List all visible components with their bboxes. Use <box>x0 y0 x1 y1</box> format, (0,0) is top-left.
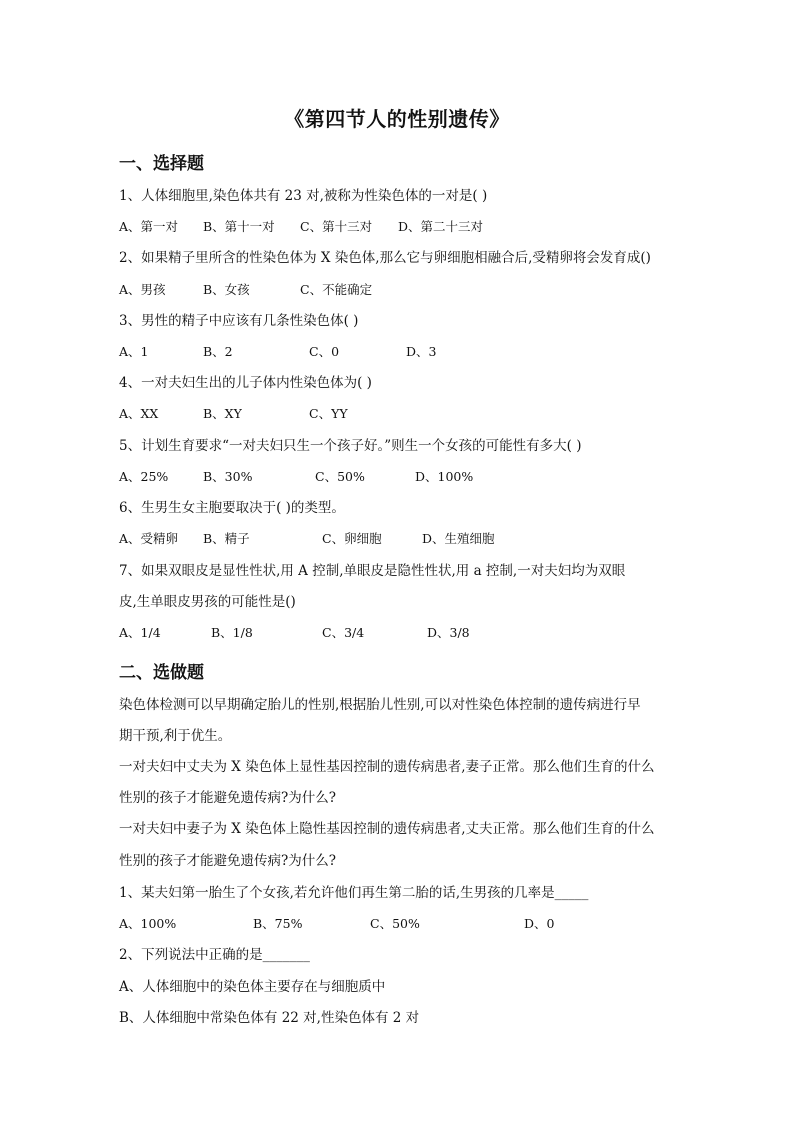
option-b: B、第十一对 <box>203 219 275 234</box>
section-heading-optional: 二、选做题 <box>119 663 204 683</box>
question-3: 3、男性的精子中应该有几条性染色体( ) <box>119 313 359 329</box>
optional-question-2: 2、下列说法中正确的是_______ <box>119 947 310 963</box>
paragraph-1-line-2: 期干预,利于优生。 <box>119 728 232 744</box>
question-1: 1、人体细胞里,染色体共有 23 对,被称为性染色体的一对是( ) <box>119 188 488 204</box>
option-a: A、1 <box>119 344 149 359</box>
section-heading-choice: 一、选择题 <box>119 154 204 174</box>
option-c: C、50% <box>370 916 420 931</box>
option-d: D、生殖细胞 <box>422 531 495 546</box>
option-d: D、0 <box>524 916 555 931</box>
question-6: 6、生男生女主胞要取决于( )的类型。 <box>119 500 345 516</box>
question-7-line-2: 皮,生单眼皮男孩的可能性是() <box>119 594 296 610</box>
option-b: B、女孩 <box>203 282 250 297</box>
optional-question-2-option-b: B、人体细胞中常染色体有 22 对,性染色体有 2 对 <box>119 1010 420 1026</box>
question-4: 4、一对夫妇生出的儿子体内性染色体为( ) <box>119 375 372 391</box>
option-a: A、100% <box>119 916 177 931</box>
paragraph-3-line-2: 性别的孩子才能避免遗传病?为什么? <box>119 853 336 869</box>
option-c: C、不能确定 <box>300 282 373 297</box>
option-c: C、0 <box>309 344 340 359</box>
option-b: B、30% <box>203 469 253 484</box>
option-a: A、受精卵 <box>119 531 179 546</box>
paragraph-3-line-1: 一对夫妇中妻子为 X 染色体上隐性基因控制的遗传病患者,丈夫正常。那么他们生育的什么 <box>119 821 655 837</box>
question-7-line-1: 7、如果双眼皮是显性性状,用 A 控制,单眼皮是隐性性状,用 a 控制,一对夫妇均为双眼 <box>119 563 626 579</box>
option-d: D、3 <box>406 344 437 359</box>
paragraph-1-line-1: 染色体检测可以早期确定胎儿的性别,根据胎儿性别,可以对性染色体控制的遗传病进行早 <box>119 697 641 713</box>
option-a: A、XX <box>119 406 159 421</box>
question-5: 5、计划生育要求“一对夫妇只生一个孩子好。”则生一个女孩的可能性有多大( ) <box>119 438 582 454</box>
option-d: D、100% <box>415 469 474 484</box>
option-a: A、第一对 <box>119 219 179 234</box>
option-c: C、50% <box>315 469 365 484</box>
question-2: 2、如果精子里所含的性染色体为 X 染色体,那么它与卵细胞相融合后,受精卵将会发育成() <box>119 250 651 266</box>
option-a: A、1/4 <box>119 625 161 640</box>
option-d: D、3/8 <box>427 625 470 640</box>
option-b: B、精子 <box>203 531 250 546</box>
option-c: C、第十三对 <box>300 219 373 234</box>
option-c: C、卵细胞 <box>322 531 382 546</box>
option-a: A、男孩 <box>119 282 166 297</box>
option-b: B、1/8 <box>211 625 253 640</box>
paragraph-2-line-2: 性别的孩子才能避免遗传病?为什么? <box>119 790 336 806</box>
option-a: A、25% <box>119 469 169 484</box>
paragraph-2-line-1: 一对夫妇中丈夫为 X 染色体上显性基因控制的遗传病患者,妻子正常。那么他们生育的什么 <box>119 759 655 775</box>
optional-question-1: 1、某夫妇第一胎生了个女孩,若允许他们再生第二胎的话,生男孩的几率是_____ <box>119 885 589 901</box>
optional-question-2-option-a: A、人体细胞中的染色体主要存在与细胞质中 <box>119 979 386 995</box>
option-b: B、75% <box>253 916 303 931</box>
option-b: B、XY <box>203 406 242 421</box>
option-c: C、3/4 <box>322 625 365 640</box>
option-c: C、YY <box>309 406 348 421</box>
option-d: D、第二十三对 <box>398 219 484 234</box>
option-b: B、2 <box>203 344 233 359</box>
page-title: 《第四节人的性别遗传》 <box>284 107 510 131</box>
